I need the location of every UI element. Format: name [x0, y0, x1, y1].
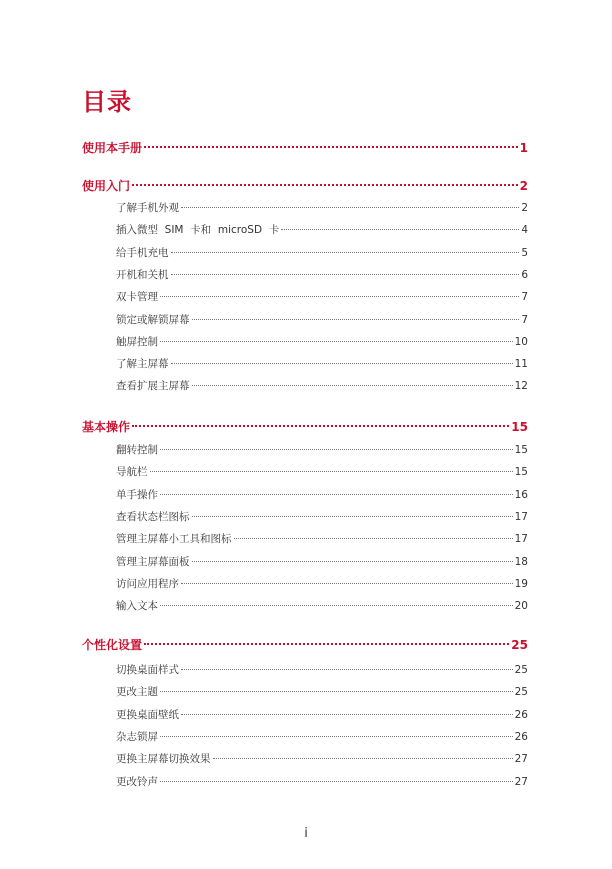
entry-title: 触屏控制 — [116, 335, 158, 348]
chapter-title: 基本操作 — [82, 420, 131, 434]
entry-page-number: 18 — [514, 555, 528, 568]
entry-title: 了解主屏幕 — [116, 358, 169, 371]
dot-leader — [192, 385, 513, 386]
dot-leader — [171, 274, 520, 275]
toc-entry[interactable] — [116, 356, 528, 372]
dot-leader — [192, 319, 520, 320]
dot-leader — [181, 207, 519, 208]
entry-page-number: 11 — [514, 358, 528, 371]
dot-leader — [160, 449, 513, 450]
entry-page-number: 12 — [514, 380, 528, 393]
toc-entry[interactable] — [116, 312, 528, 328]
entry-page-number: 26 — [514, 730, 528, 743]
toc-entry[interactable] — [116, 662, 528, 678]
toc-entry[interactable] — [116, 222, 528, 238]
toc-entry[interactable] — [116, 487, 528, 503]
toc-entry[interactable] — [116, 598, 528, 614]
dot-leader — [150, 471, 513, 472]
toc-entry[interactable] — [116, 464, 528, 480]
entry-title: 管理主屏幕小工具和图标 — [116, 533, 232, 546]
toc-entry[interactable] — [116, 378, 528, 394]
dot-leader — [192, 516, 513, 517]
entry-title: 切换桌面样式 — [116, 664, 179, 676]
toc-chapter[interactable] — [82, 636, 528, 652]
entry-page-number: 20 — [514, 600, 528, 613]
entry-page-number: 27 — [514, 753, 528, 766]
dot-leader — [144, 146, 518, 148]
entry-title: 查看扩展主屏幕 — [116, 380, 190, 393]
dot-leader — [160, 296, 519, 297]
chapter-page-number: 25 — [511, 638, 528, 652]
toc-entry[interactable] — [116, 289, 528, 305]
dot-leader — [144, 643, 509, 645]
entry-title: 给手机充电 — [116, 246, 169, 259]
dot-leader — [160, 691, 513, 692]
entry-page-number: 15 — [514, 444, 528, 456]
entry-title: 锁定或解锁屏幕 — [116, 313, 190, 326]
entry-page-number: 5 — [521, 246, 528, 259]
entry-page-number: 17 — [514, 510, 528, 523]
toc-entry[interactable] — [116, 442, 528, 458]
page-title: 目录 — [82, 88, 132, 116]
dot-leader — [171, 252, 520, 253]
entry-title: 管理主屏幕面板 — [116, 555, 190, 568]
toc-entry[interactable] — [116, 751, 528, 767]
toc-entry[interactable] — [116, 267, 528, 283]
dot-leader — [171, 363, 513, 364]
entry-title: 更改铃声 — [116, 775, 158, 788]
toc-entry[interactable] — [116, 684, 528, 700]
dot-leader — [213, 758, 513, 759]
chapter-title: 使用本手册 — [82, 141, 143, 155]
toc-entry[interactable] — [116, 509, 528, 525]
entry-title: 了解手机外观 — [116, 202, 179, 214]
chapter-page-number: 1 — [519, 141, 528, 155]
entry-title: 访问应用程序 — [116, 577, 179, 590]
dot-leader — [281, 229, 519, 230]
entry-page-number: 7 — [521, 313, 528, 326]
entry-title: 更换主屏幕切换效果 — [116, 753, 211, 766]
toc-chapter[interactable] — [82, 139, 528, 155]
entry-title: 杂志锁屏 — [116, 730, 158, 743]
toc-entry[interactable] — [116, 774, 528, 790]
entry-page-number: 26 — [514, 708, 528, 721]
entry-page-number: 2 — [521, 202, 528, 214]
dot-leader — [160, 341, 513, 342]
dot-leader — [160, 736, 513, 737]
entry-page-number: 7 — [521, 291, 528, 304]
entry-page-number: 19 — [514, 577, 528, 590]
chapter-page-number: 2 — [519, 179, 528, 193]
entry-title: 单手操作 — [116, 488, 158, 501]
entry-page-number: 15 — [514, 466, 528, 479]
entry-title: 双卡管理 — [116, 291, 158, 304]
entry-title: 翻转控制 — [116, 444, 158, 456]
toc-entry[interactable] — [116, 200, 528, 216]
dot-leader — [181, 714, 513, 715]
entry-title: 更改主题 — [116, 686, 158, 699]
dot-leader — [132, 184, 518, 186]
entry-page-number: 25 — [514, 686, 528, 699]
page-number: i — [304, 826, 308, 841]
entry-page-number: 17 — [514, 533, 528, 546]
entry-page-number: 10 — [514, 335, 528, 348]
entry-title: 导航栏 — [116, 466, 148, 479]
entry-title: 查看状态栏图标 — [116, 510, 190, 523]
entry-title: 插入微型 SIM 卡和 microSD 卡 — [116, 224, 280, 237]
entry-title: 更换桌面壁纸 — [116, 708, 179, 721]
toc-chapter[interactable] — [82, 177, 528, 193]
entry-page-number: 25 — [514, 664, 528, 676]
dot-leader — [181, 669, 513, 670]
dot-leader — [160, 494, 513, 495]
toc-entry[interactable] — [116, 334, 528, 350]
dot-leader — [192, 561, 513, 562]
dot-leader — [160, 781, 513, 782]
chapter-page-number: 15 — [511, 420, 528, 434]
dot-leader — [234, 538, 513, 539]
dot-leader — [160, 605, 513, 606]
toc-entry[interactable] — [116, 729, 528, 745]
entry-page-number: 4 — [521, 224, 528, 237]
entry-page-number: 27 — [514, 775, 528, 788]
entry-page-number: 16 — [514, 488, 528, 501]
toc-entry[interactable] — [116, 576, 528, 592]
toc-entry[interactable] — [116, 554, 528, 570]
entry-title: 输入文本 — [116, 600, 158, 613]
toc-entry[interactable] — [116, 531, 528, 547]
entry-page-number: 6 — [521, 268, 528, 281]
toc-entry[interactable] — [116, 707, 528, 723]
chapter-title: 个性化设置 — [82, 638, 143, 652]
toc-entry[interactable] — [116, 245, 528, 261]
dot-leader — [181, 583, 513, 584]
chapter-title: 使用入门 — [82, 179, 131, 193]
dot-leader — [132, 425, 509, 427]
toc-chapter[interactable] — [82, 418, 528, 434]
entry-title: 开机和关机 — [116, 268, 169, 281]
